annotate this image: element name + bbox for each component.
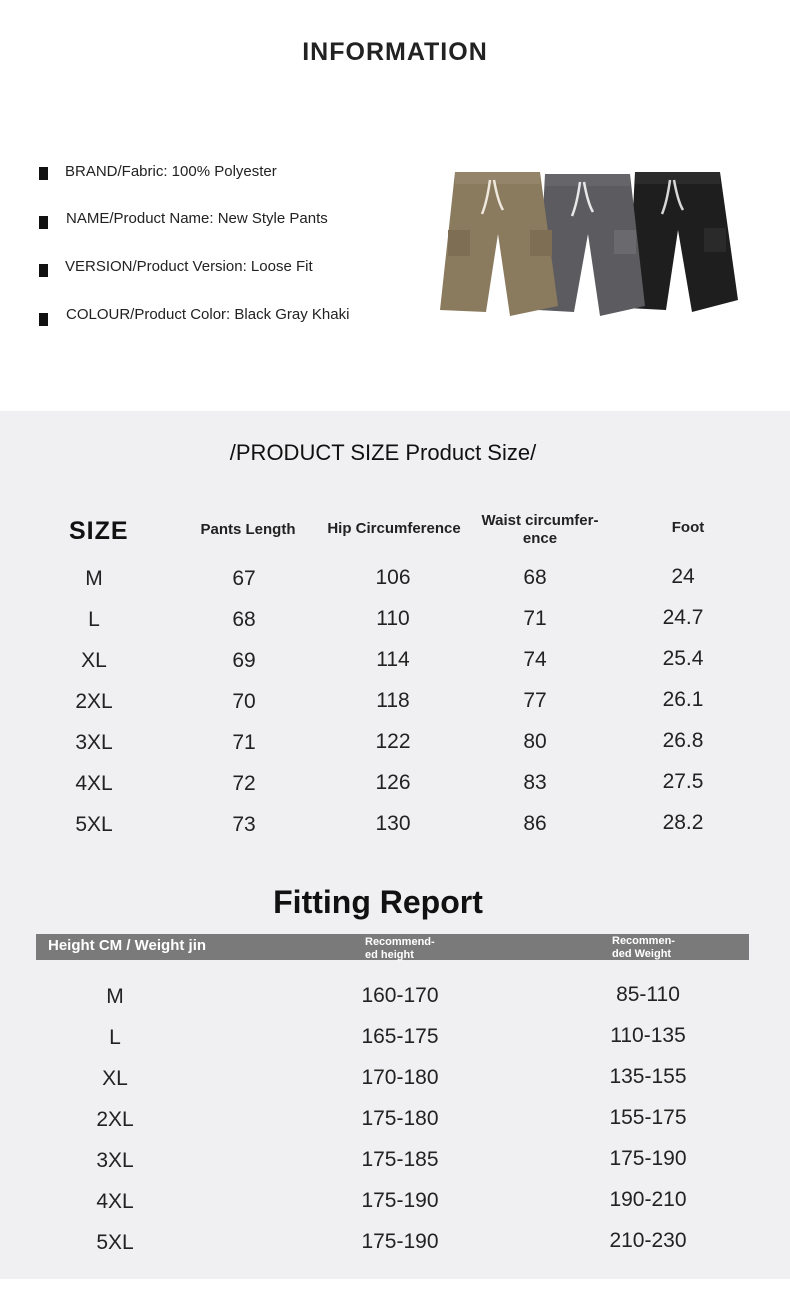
foot-cell: 26.1	[662, 688, 704, 711]
fit-weight-cell: 110-135	[610, 1024, 686, 1047]
waist-cell: 80	[523, 730, 547, 753]
fit-size-cell: 2XL	[96, 1108, 134, 1131]
length-cell: 73	[232, 813, 256, 836]
length-cell: 67	[232, 567, 256, 590]
size-cell: 2XL	[75, 690, 113, 713]
bullet-icon	[39, 167, 48, 180]
hip-cell: 106	[375, 566, 411, 589]
foot-cell: 24	[671, 565, 695, 588]
hip-cell: 114	[376, 648, 410, 671]
foot-cell: 28.2	[662, 811, 704, 834]
fit-height-cell: 175-190	[361, 1189, 439, 1212]
fit-size-cell: L	[109, 1026, 121, 1049]
size-cell: 3XL	[75, 731, 113, 754]
waist-cell: 71	[523, 607, 547, 630]
waist-cell: 86	[523, 812, 547, 835]
fit-weight-cell: 175-190	[609, 1147, 687, 1170]
hip-cell: 118	[376, 689, 410, 712]
information-title: INFORMATION	[302, 38, 488, 66]
waist-cell: 68	[523, 566, 547, 589]
foot-cell: 26.8	[662, 729, 704, 752]
foot-cell: 24.7	[662, 606, 704, 629]
header-foot: Foot	[671, 519, 705, 536]
info-name: NAME/Product Name: New Style Pants	[66, 210, 328, 227]
length-cell: 72	[232, 772, 256, 795]
size-cell: M	[85, 567, 103, 590]
hip-cell: 126	[375, 771, 411, 794]
fit-height-cell: 170-180	[361, 1066, 439, 1089]
fit-size-cell: M	[106, 985, 124, 1008]
fit-height-cell: 175-190	[361, 1230, 439, 1253]
fit-size-cell: 5XL	[96, 1231, 134, 1254]
waist-cell: 83	[523, 771, 547, 794]
fit-size-cell: 3XL	[96, 1149, 134, 1172]
fit-weight-cell: 85-110	[616, 983, 680, 1006]
foot-cell: 25.4	[662, 647, 704, 670]
waist-cell: 77	[523, 689, 547, 712]
info-brand: BRAND/Fabric: 100% Polyester	[65, 163, 277, 180]
black-shorts-icon	[628, 172, 738, 312]
fit-weight-cell: 210-230	[609, 1229, 687, 1252]
header-pants-length: Pants Length	[200, 521, 296, 538]
length-cell: 70	[232, 690, 256, 713]
length-cell: 69	[232, 649, 256, 672]
fit-weight-cell: 135-155	[609, 1065, 687, 1088]
header-waist-circumference: Waist circumfer- ence	[481, 512, 599, 547]
foot-cell: 27.5	[662, 770, 704, 793]
fit-weight-cell: 190-210	[609, 1188, 687, 1211]
size-cell: XL	[81, 649, 107, 672]
bullet-icon	[39, 264, 48, 277]
fit-height-cell: 160-170	[361, 984, 439, 1007]
info-version: VERSION/Product Version: Loose Fit	[65, 258, 313, 275]
length-cell: 68	[232, 608, 256, 631]
length-cell: 71	[232, 731, 256, 754]
fitting-bar-label: Height CM / Weight jin	[48, 937, 207, 954]
info-colour: COLOUR/Product Color: Black Gray Khaki	[66, 306, 350, 323]
hip-cell: 110	[376, 607, 410, 630]
size-cell: L	[88, 608, 100, 631]
size-column-header: SIZE	[69, 517, 129, 545]
fit-height-cell: 175-180	[361, 1107, 439, 1130]
fit-height-cell: 165-175	[361, 1025, 439, 1048]
fit-weight-cell: 155-175	[609, 1106, 687, 1129]
hip-cell: 122	[375, 730, 411, 753]
fit-size-cell: XL	[102, 1067, 128, 1090]
bullet-icon	[39, 216, 48, 229]
product-size-title: /PRODUCT SIZE Product Size/	[229, 440, 537, 465]
fit-size-cell: 4XL	[96, 1190, 134, 1213]
hip-cell: 130	[375, 812, 411, 835]
header-recommended-height: Recommend- ed height	[365, 936, 435, 961]
fit-height-cell: 175-185	[361, 1148, 439, 1171]
header-hip-circumference: Hip Circumference	[327, 520, 461, 537]
khaki-shorts-icon	[440, 172, 558, 316]
product-image	[430, 160, 750, 325]
size-cell: 5XL	[75, 813, 113, 836]
header-recommended-weight: Recommen- ded Weight	[612, 935, 675, 960]
waist-cell: 74	[523, 648, 547, 671]
bullet-icon	[39, 313, 48, 326]
fitting-report-title: Fitting Report	[273, 884, 483, 920]
size-cell: 4XL	[75, 772, 113, 795]
